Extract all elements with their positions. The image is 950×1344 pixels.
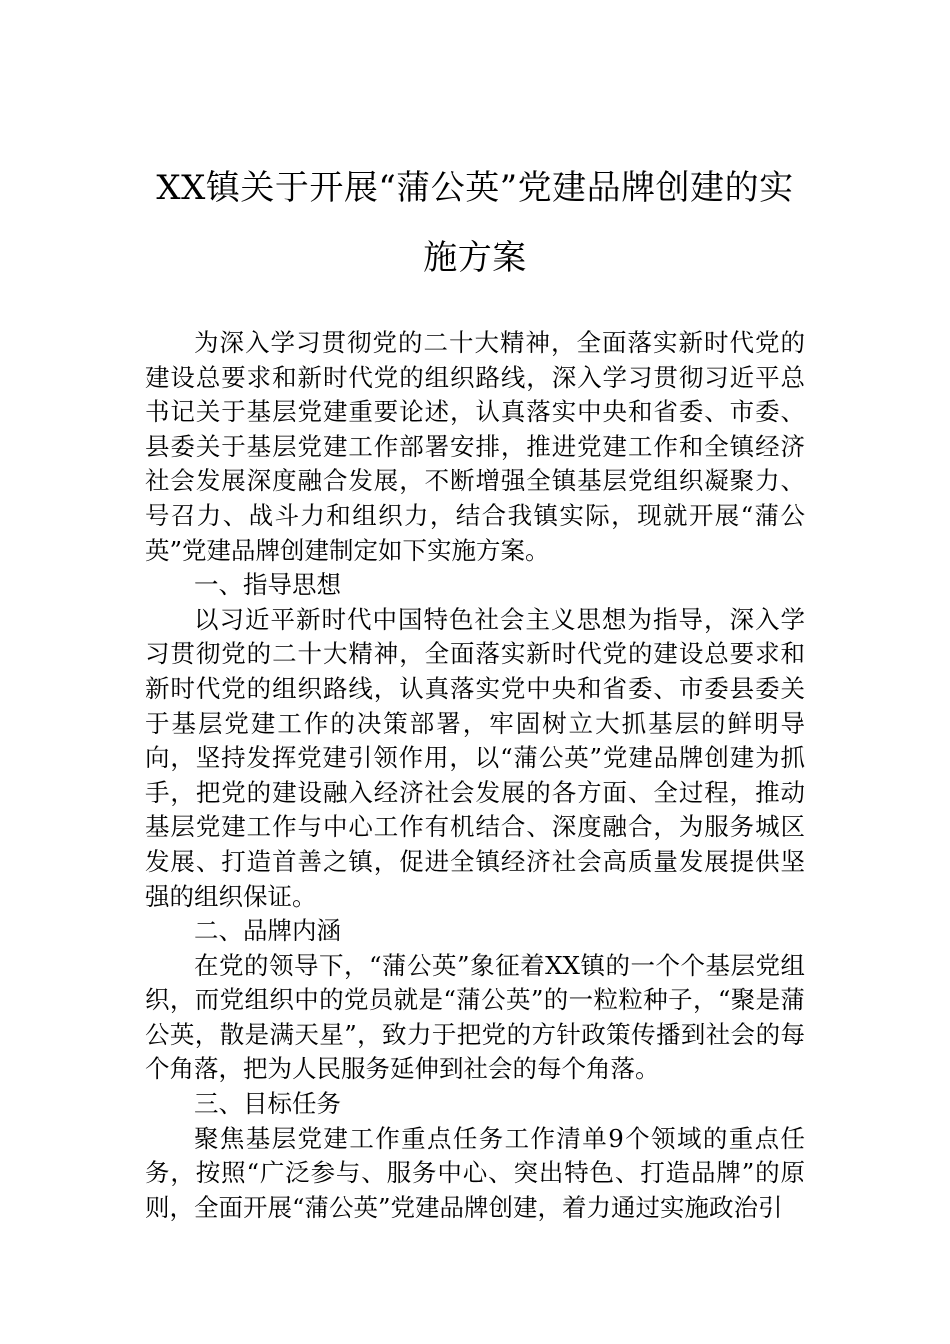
section-paragraph-brand-meaning: 在党的领导下，“蒲公英”象征着XX镇的一个个基层党组织，而党组织中的党员就是“蒲公英”的一粒粒种子，“聚是蒲公英，散是满天星”，致力于把党的方针政策传播到社会的每个角落，把为人民服务延伸到社会的每个角落。 [145,950,805,1084]
section-paragraph-guiding-thought: 以习近平新时代中国特色社会主义思想为指导，深入学习贯彻党的二十大精神，全面落实新时代党的建设总要求和新时代党的组织路线，认真落实党中央和省委、市委县委关于基层党建工作的决策部署，牢固树立大抓基层的鲜明导向，坚持发挥党建引领作用，以“蒲公英”党建品牌创建为抓手，把党的建设融入经济社会发展的各方面、全过程，推动基层党建工作与中心工作有机结合、深度融合，为服务城区发展、打造首善之镇，促进全镇经济社会高质量发展提供坚强的组织保证。 [145,604,805,911]
section-heading-guiding-thought: 一、指导思想 [194,570,341,600]
section-heading-goals-tasks: 三、目标任务 [194,1089,341,1119]
intro-paragraph: 为深入学习贯彻党的二十大精神，全面落实新时代党的建设总要求和新时代党的组织路线，深入学习贯彻习近平总书记关于基层党建重要论述，认真落实中央和省委、市委、县委关于基层党建工作部署安排，推进党建工作和全镇经济社会发展深度融合发展，不断增强全镇基层党组织凝聚力、号召力、战斗力和组织力，结合我镇实际，现就开展“蒲公英”党建品牌创建制定如下实施方案。 [145,328,805,565]
section-heading-brand-meaning: 二、品牌内涵 [194,916,341,946]
document-body [145,326,805,1225]
section-paragraph-goals-tasks: 聚焦基层党建工作重点任务工作清单9个领域的重点任务，按照“广泛参与、服务中心、突出特色、打造品牌”的原则，全面开展“蒲公英”党建品牌创建，着力通过实施政治引 [145,1123,805,1222]
document-title-line-1: XX镇关于开展“蒲公英”党建品牌创建的实 [156,168,794,208]
document-title-line-2: 施方案 [423,238,527,278]
